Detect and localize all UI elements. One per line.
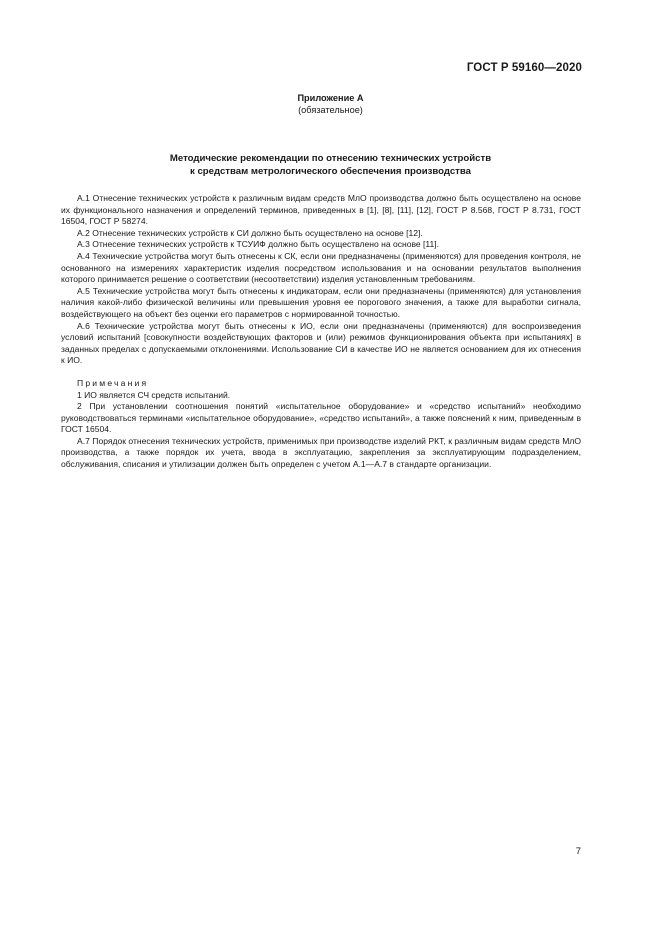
appendix-title: Приложение А (297, 93, 364, 103)
appendix-heading (0, 92, 661, 116)
paragraph-a7: А.7 Порядок отнесения технических устройств, применимых при производстве изделий РКТ, к различным видам средств МлО производства, а также порядок их учета, ввода в эксплуатацию, закрепления за эксплуатирующим подразделением, обслуживания, списания и утилизации должен быть определен с учетом А.1—А.7 в стандарте организации. (61, 435, 581, 470)
paragraph-a3: А.3 Отнесение технических устройств к ТСУИФ должно быть осуществлено на основе [11]. (77, 239, 440, 250)
section-title-line2: к средствам метрологического обеспечения производства (190, 165, 471, 177)
page-number: 7 (575, 846, 581, 857)
notes-heading: Примечания (77, 377, 149, 388)
spacer (61, 367, 581, 378)
section-title (0, 153, 661, 178)
body-text (61, 193, 581, 471)
document-number: ГОСТ Р 59160—2020 (466, 62, 582, 74)
paragraph-a5: А.5 Технические устройства могут быть отнесены к индикаторам, если они предназначены (применяются) для установления наличия какой-либо физической величины или превышения уровня ее порогового значения, а также для выработки сигнала, воздействующего на объект без оценки его параметров с нормированной точностью. (61, 285, 581, 319)
paragraph-a6: А.6 Технические устройства могут быть отнесены к ИО, если они предназначены (применяются) для воспроизведения условий испытаний [совокупности воздействующих факторов и (или) режимов функционирования объекта при испытаниях] в заданных пределах с допускаемыми отклонениями. Использование СИ в качестве ИО не является основанием для их отнесения к ИО. (61, 320, 581, 366)
paragraph-a4: А.4 Технические устройства могут быть отнесены к СК, если они предназначены (применяются) для проведения контроля, не основанного на измерениях характеристик изделия посредством использования и на основании результатов выполнения которого принимается решение о соответствии (несоответствии) изделия установленным требованиям. (61, 250, 581, 285)
note-1: 1 ИО является СЧ средств испытаний. (77, 389, 231, 400)
note-2: 2 При установлении соотношения понятий «испытательное оборудование» и «средство испытаний» необходимо руководствоваться терминами «испытательное оборудование», «средство испытаний», а также пояснений к ним, приведенным в ГОСТ 16504. (61, 401, 581, 435)
appendix-status: (обязательное) (298, 105, 363, 115)
paragraph-a1: А.1 Отнесение технических устройств к различным видам средств МлО производства должно быть осуществлено на основе их функционального назначения и определений терминов, приведенных в [1], [8], [11], [12], ГОСТ Р 8.568, ГОСТ Р 8.731, ГОСТ 16504, ГОСТ Р 58274. (61, 193, 581, 227)
section-title-line1: Методические рекомендации по отнесению технических устройств (169, 153, 492, 164)
paragraph-a2: А.2 Отнесение технических устройств к СИ должно быть осуществлено на основе [12]. (77, 227, 423, 238)
